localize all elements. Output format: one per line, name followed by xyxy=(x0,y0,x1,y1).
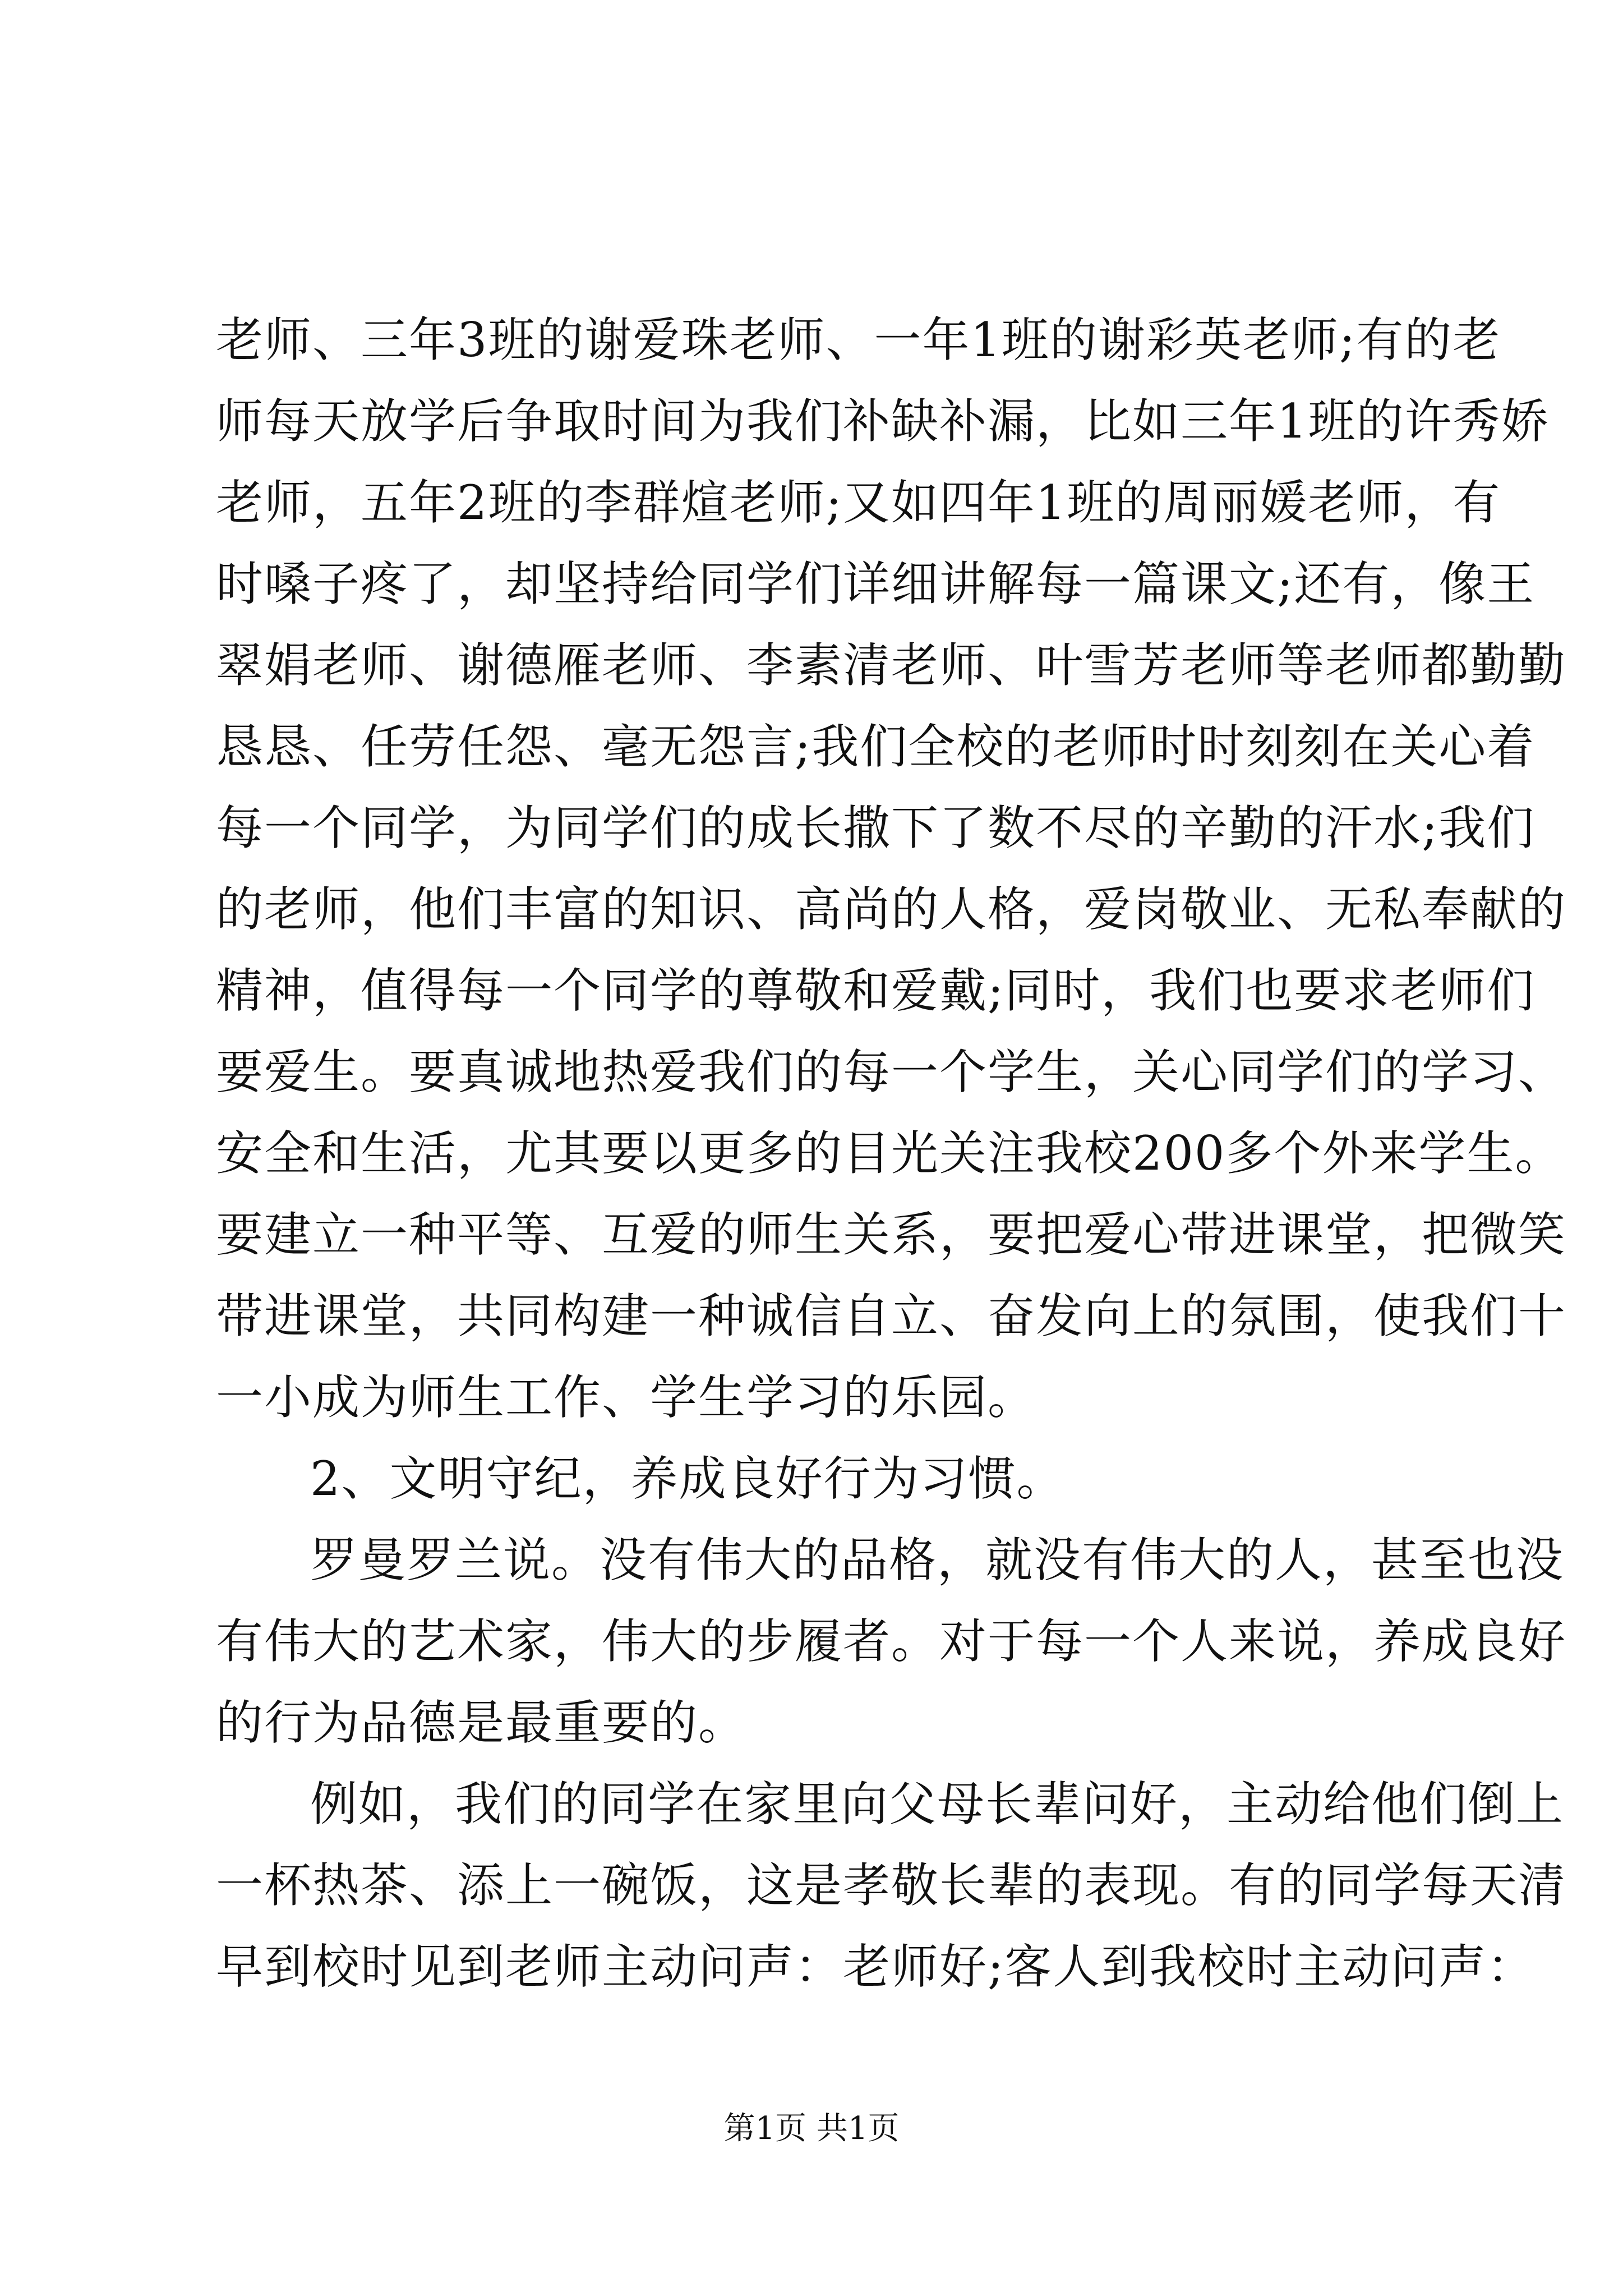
text-line: 恳恳、任劳任怨、毫无怨言;我们全校的老师时时刻刻在关心着 xyxy=(216,719,1536,774)
text-line: 老师、三年3班的谢爱珠老师、一年1班的谢彩英老师;有的老 xyxy=(216,312,1501,367)
text-line: 时嗓子疼了，却坚持给同学们详细讲解每一篇课文;还有，像王 xyxy=(216,556,1536,611)
text-line: 早到校时见到老师主动问声：老师好;客人到我校时主动问声： xyxy=(216,1939,1536,1994)
text-line: 要爱生。要真诚地热爱我们的每一个学生，关心同学们的学习、 xyxy=(216,1045,1567,1099)
page-footer xyxy=(0,2106,1623,2151)
document-body xyxy=(216,300,1567,2008)
text-line: 师每天放学后争取时间为我们补缺补漏，比如三年1班的许秀娇 xyxy=(216,394,1550,449)
text-line: 罗曼罗兰说。没有伟大的品格，就没有伟大的人，甚至也没 xyxy=(310,1533,1565,1588)
text-line: 精神，值得每一个同学的尊敬和爱戴;同时，我们也要求老师们 xyxy=(216,963,1536,1018)
text-line: 的行为品德是最重要的。 xyxy=(216,1695,747,1750)
page-number: 第1页 共1页 xyxy=(723,2110,900,2147)
text-line: 翠娟老师、谢德雁老师、李素清老师、叶雪芳老师等老师都勤勤 xyxy=(216,638,1567,693)
section-heading: 2、文明守纪，养成良好行为习惯。 xyxy=(310,1451,1065,1506)
text-line: 老师，五年2班的李群煊老师;又如四年1班的周丽媛老师，有 xyxy=(216,475,1501,530)
text-line: 带进课堂，共同构建一种诚信自立、奋发向上的氛围，使我们十 xyxy=(216,1289,1567,1343)
text-line: 要建立一种平等、互爱的师生关系，要把爱心带进课堂，把微笑 xyxy=(216,1207,1567,1262)
text-line: 一杯热茶、添上一碗饭，这是孝敬长辈的表现。有的同学每天清 xyxy=(216,1858,1567,1913)
text-line: 的老师，他们丰富的知识、高尚的人格，爱岗敬业、无私奉献的 xyxy=(216,882,1567,937)
text-line: 一小成为师生工作、学生学习的乐园。 xyxy=(216,1370,1036,1425)
text-line: 安全和生活，尤其要以更多的目光关注我校200多个外来学生。 xyxy=(216,1126,1564,1181)
text-line: 有伟大的艺术家，伟大的步履者。对于每一个人来说，养成良好 xyxy=(216,1614,1567,1669)
text-line: 例如，我们的同学在家里向父母长辈问好，主动给他们倒上 xyxy=(310,1777,1565,1832)
text-line: 每一个同学，为同学们的成长撒下了数不尽的辛勤的汗水;我们 xyxy=(216,800,1536,855)
